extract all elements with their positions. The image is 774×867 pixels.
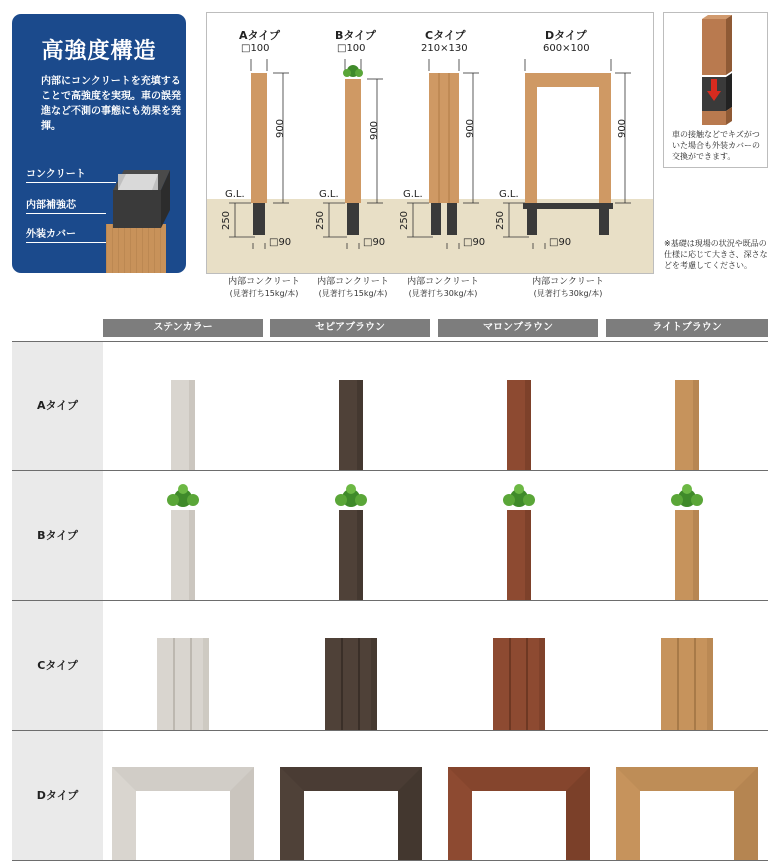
post-c-sepia <box>325 638 377 730</box>
type-c-title: Cタイプ <box>425 29 466 42</box>
post-b-light <box>667 482 707 600</box>
post-d-maroon <box>448 767 590 860</box>
structure-panel <box>12 14 186 273</box>
post-a-sepia <box>339 380 363 470</box>
post-b-maroon <box>499 482 539 600</box>
type-b-depth: 250 <box>315 210 327 231</box>
caption-a <box>224 276 304 300</box>
type-d-gl: G.L. <box>499 189 519 200</box>
caption-b-main: 内部コンクリート <box>317 277 389 287</box>
caption-a-sub: (見著打ち15kg/本) <box>229 289 299 298</box>
post-a-light <box>675 380 699 470</box>
type-a-gl: G.L. <box>225 189 245 200</box>
label-concrete: コンクリート <box>26 165 86 180</box>
row-label-d: Dタイプ <box>12 731 103 860</box>
structure-title: 高強度構造 <box>41 39 157 64</box>
caption-c <box>403 276 483 300</box>
type-a-height: 900 <box>275 118 287 139</box>
post-a-stain <box>171 380 195 470</box>
post-c-light <box>661 638 713 730</box>
type-b-base: □90 <box>363 237 386 248</box>
row-label-a: Aタイプ <box>12 342 103 470</box>
type-a-title: Aタイプ <box>239 29 280 42</box>
type-c-base: □90 <box>463 237 486 248</box>
post-d-stain <box>112 767 254 860</box>
type-c-height: 900 <box>465 118 477 139</box>
row-label-c: Cタイプ <box>12 601 103 730</box>
structure-description: 内部にコンクリートを充填することで高強度を実現。車の誤発進など不測の事態にも効果を発揮。 <box>41 76 181 132</box>
type-b-gl: G.L. <box>319 189 339 200</box>
type-b-height: 900 <box>369 120 381 141</box>
post-c-stain <box>157 638 209 730</box>
post-d-sepia <box>280 767 422 860</box>
post-b-stain <box>163 482 203 600</box>
post-b-sepia <box>331 482 371 600</box>
caption-d-sub: (見著打ち30kg/本) <box>533 289 603 298</box>
caption-d <box>526 276 610 300</box>
label-outer-cover: 外装カバー <box>26 225 76 240</box>
row-divider <box>12 341 768 342</box>
row-divider <box>12 470 768 471</box>
caption-b-sub: (見著打ち15kg/本) <box>318 289 388 298</box>
post-d-light <box>616 767 758 860</box>
post-c-maroon <box>493 638 545 730</box>
row-divider <box>12 600 768 601</box>
label-inner-core: 内部補強芯 <box>26 196 76 211</box>
type-d-size: 600×100 <box>543 43 590 54</box>
type-c-size: 210×130 <box>421 43 468 54</box>
caption-a-main: 内部コンクリート <box>228 277 300 287</box>
type-b-title: Bタイプ <box>335 29 376 42</box>
type-d-depth: 250 <box>495 210 507 231</box>
row-divider <box>12 730 768 731</box>
type-b-size: □100 <box>337 43 366 54</box>
type-c-gl: G.L. <box>403 189 423 200</box>
color-header-stain: ステンカラー <box>103 319 263 337</box>
post-cross-section-illustration <box>106 164 172 273</box>
type-d-base: □90 <box>549 237 572 248</box>
caption-c-sub: (見著打ち30kg/本) <box>408 289 478 298</box>
caption-c-main: 内部コンクリート <box>407 277 479 287</box>
row-divider <box>12 860 768 861</box>
type-d-height: 900 <box>617 118 629 139</box>
type-a-depth: 250 <box>221 210 233 231</box>
type-d-title: Dタイプ <box>545 29 587 42</box>
type-a-size: □100 <box>241 43 270 54</box>
color-header-light: ライトブラウン <box>606 319 768 337</box>
post-a-maroon <box>507 380 531 470</box>
type-c-depth: 250 <box>399 210 411 231</box>
type-a-base: □90 <box>269 237 292 248</box>
dimension-diagram <box>206 12 654 274</box>
dimension-drawing <box>207 13 653 273</box>
caption-b <box>313 276 393 300</box>
caption-d-main: 内部コンクリート <box>532 277 604 287</box>
cover-note: 車の接触などでキズがついた場合も外装カバーの交換ができます。 <box>672 130 760 161</box>
color-header-sepia: セピアブラウン <box>270 319 430 337</box>
cover-replace-illustration <box>664 13 767 129</box>
row-label-b: Bタイプ <box>12 471 103 600</box>
color-header-maroon: マロンブラウン <box>438 319 598 337</box>
base-note: ※基礎は現場の状況や既品の仕様に応じて大きさ、深さなどを考慮してください。 <box>664 239 768 270</box>
